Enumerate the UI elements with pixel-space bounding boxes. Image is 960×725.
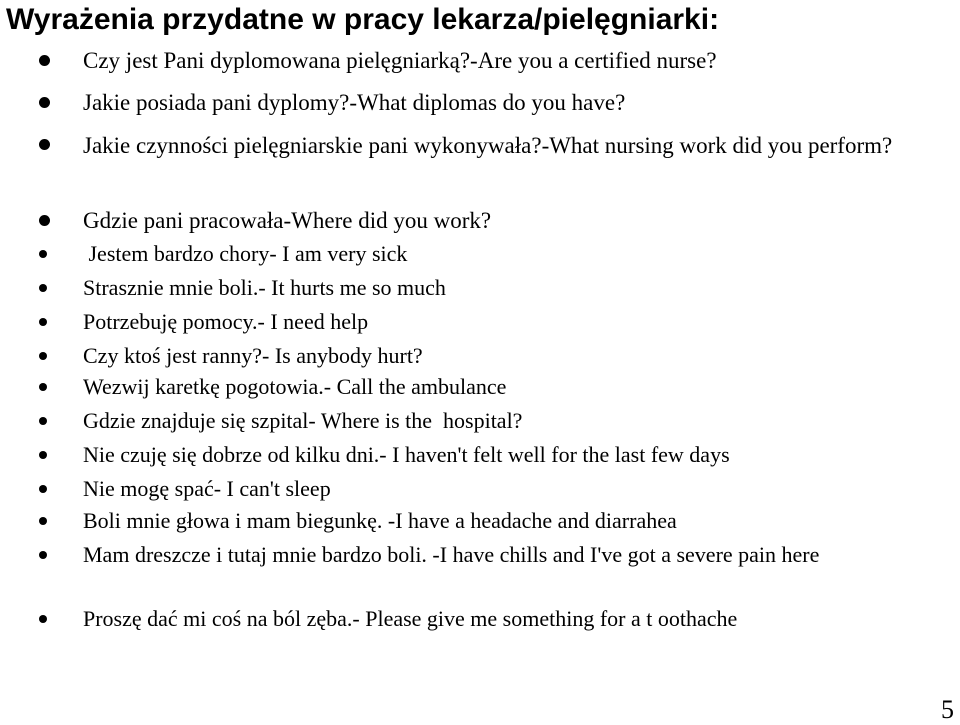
list-item bbox=[83, 306, 953, 338]
list-item-text: Boli mnie głowa i mam biegunkę. -I have a headache and diarrahea bbox=[83, 508, 677, 533]
list-item bbox=[83, 539, 953, 571]
list-item-text: Czy jest Pani dyplomowana pielęgniarką?-Are you a certified nurse? bbox=[83, 48, 717, 73]
list-item bbox=[83, 272, 953, 304]
list-item-text: Proszę dać mi coś na ból zęba.- Please give me something for a t oothache bbox=[83, 606, 738, 631]
list-item bbox=[83, 238, 953, 270]
bullet-icon bbox=[39, 215, 50, 226]
list-item-text: Gdzie pani pracowała-Where did you work? bbox=[83, 208, 492, 233]
list-item bbox=[83, 439, 953, 471]
list-item bbox=[83, 129, 953, 162]
bullet-icon bbox=[39, 352, 47, 360]
bullet-icon bbox=[39, 615, 47, 623]
list-item-text: Gdzie znajduje się szpital- Where is the hospital? bbox=[83, 408, 523, 433]
bullet-icon bbox=[39, 139, 50, 150]
bullet-icon bbox=[39, 451, 47, 459]
list-item-text: Potrzebuję pomocy.- I need help bbox=[83, 309, 369, 334]
page-number: 5 bbox=[941, 695, 954, 724]
list-item bbox=[83, 473, 953, 505]
bullet-icon bbox=[39, 485, 47, 493]
list-item-text: Czy ktoś jest ranny?- Is anybody hurt? bbox=[83, 343, 423, 368]
list-item-text: Strasznie mnie boli.- It hurts me so much bbox=[83, 275, 446, 300]
list-item bbox=[83, 505, 953, 537]
bullet-icon bbox=[39, 250, 47, 258]
bullet-icon bbox=[39, 97, 50, 108]
slide-title: Wyrażenia przydatne w pracy lekarza/pielęgniarki: bbox=[6, 3, 720, 36]
list-item bbox=[83, 603, 953, 635]
list-item bbox=[83, 44, 953, 77]
list-item bbox=[83, 405, 953, 437]
bullet-icon bbox=[39, 417, 47, 425]
list-item-text: Nie czuję się dobrze od kilku dni.- I haven't felt well for the last few days bbox=[83, 442, 730, 467]
bullet-icon bbox=[39, 284, 47, 292]
list-item-text: Jakie posiada pani dyplomy?-What diplomas do you have? bbox=[83, 90, 626, 115]
list-item-text: Wezwij karetkę pogotowia.- Call the ambulance bbox=[83, 374, 507, 399]
list-item-text: Nie mogę spać- I can't sleep bbox=[83, 476, 331, 501]
list-item-text: Jakie czynności pielęgniarskie pani wykonywała?-What nursing work did you perform? bbox=[83, 133, 893, 158]
list-item bbox=[83, 204, 953, 237]
bullet-icon bbox=[39, 551, 47, 559]
list-item-text: Jestem bardzo chory- I am very sick bbox=[83, 241, 408, 266]
bullet-icon bbox=[39, 383, 47, 391]
list-item bbox=[83, 340, 953, 372]
bullet-icon bbox=[39, 55, 50, 66]
bullet-icon bbox=[39, 517, 47, 525]
list-item bbox=[83, 86, 953, 119]
list-item-text: Mam dreszcze i tutaj mnie bardzo boli. -I have chills and I've got a severe pain here bbox=[83, 542, 820, 567]
bullet-icon bbox=[39, 318, 47, 326]
list-item bbox=[83, 371, 953, 403]
